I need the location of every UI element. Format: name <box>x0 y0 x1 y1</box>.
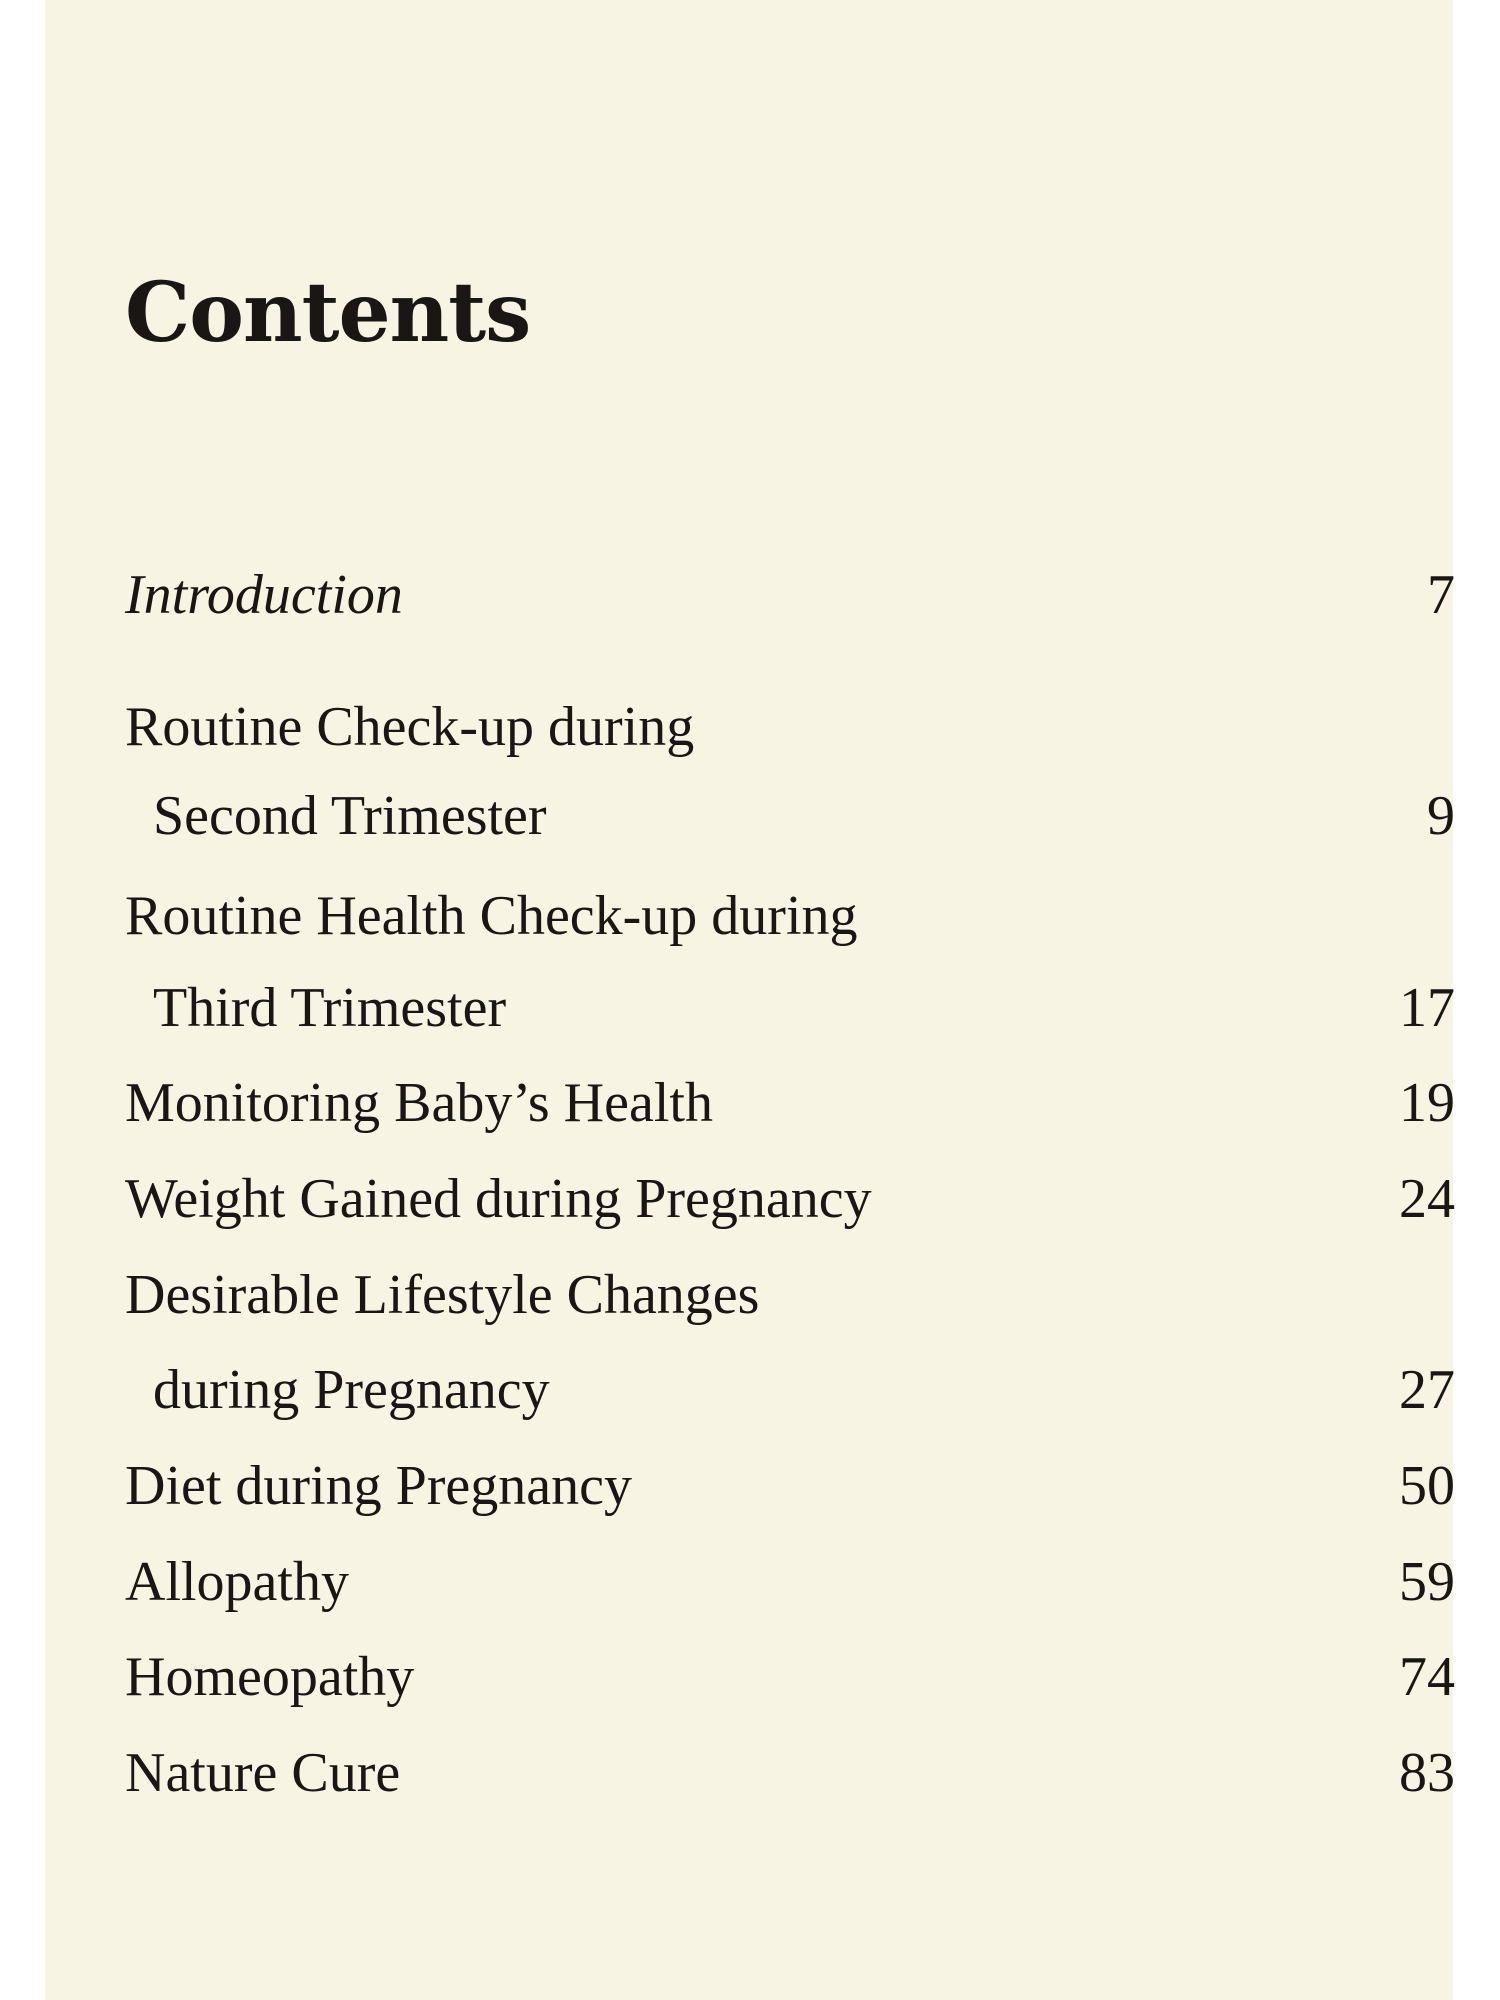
toc-entry <box>125 1742 1455 1804</box>
toc-entry-page: 24 <box>1399 1168 1455 1230</box>
toc-entry-page: 74 <box>1399 1646 1455 1708</box>
toc-entry-page: 17 <box>1399 977 1455 1039</box>
toc-entry-page: 19 <box>1399 1072 1455 1134</box>
toc-entry-title: Weight Gained during Pregnancy <box>125 1168 872 1230</box>
toc-entry <box>125 1168 1455 1230</box>
toc-entry-page: 50 <box>1399 1455 1455 1517</box>
toc-entry-title: during Pregnancy <box>153 1359 550 1421</box>
toc-entry <box>125 696 1455 758</box>
toc-entry <box>125 1455 1455 1517</box>
toc-entry <box>125 1264 1455 1326</box>
toc-entry <box>125 1646 1455 1708</box>
toc-entry <box>125 1551 1455 1613</box>
toc-entry-page: 59 <box>1399 1551 1455 1613</box>
toc-entry-title: Desirable Lifestyle Changes <box>125 1264 760 1326</box>
toc-entry <box>125 1072 1455 1134</box>
toc-entry-page: 9 <box>1427 785 1455 847</box>
toc-entry-title: Routine Check-up during <box>125 696 695 758</box>
toc-entry <box>125 885 1455 947</box>
toc-entry <box>125 977 1455 1039</box>
page-title: Contents <box>125 265 531 361</box>
toc-entry <box>125 564 1455 626</box>
toc-entry-title: Homeopathy <box>125 1646 415 1708</box>
toc-entry-title: Third Trimester <box>153 977 507 1039</box>
toc-entry <box>125 785 1455 847</box>
toc-entry-page: 83 <box>1399 1742 1455 1804</box>
toc-entry-title: Allopathy <box>125 1551 349 1613</box>
toc-entry-page: 7 <box>1427 564 1455 626</box>
book-page <box>45 0 1453 2000</box>
toc-entry <box>125 1359 1455 1421</box>
toc-entry-title: Second Trimester <box>153 785 547 847</box>
toc-entry-title: Diet during Pregnancy <box>125 1455 632 1517</box>
toc-entry-title: Monitoring Baby’s Health <box>125 1072 713 1134</box>
toc-entry-title: Introduction <box>125 564 403 626</box>
toc-entry-title: Routine Health Check-up during <box>125 885 858 947</box>
toc-entry-page: 27 <box>1399 1359 1455 1421</box>
toc-entry-title: Nature Cure <box>125 1742 401 1804</box>
